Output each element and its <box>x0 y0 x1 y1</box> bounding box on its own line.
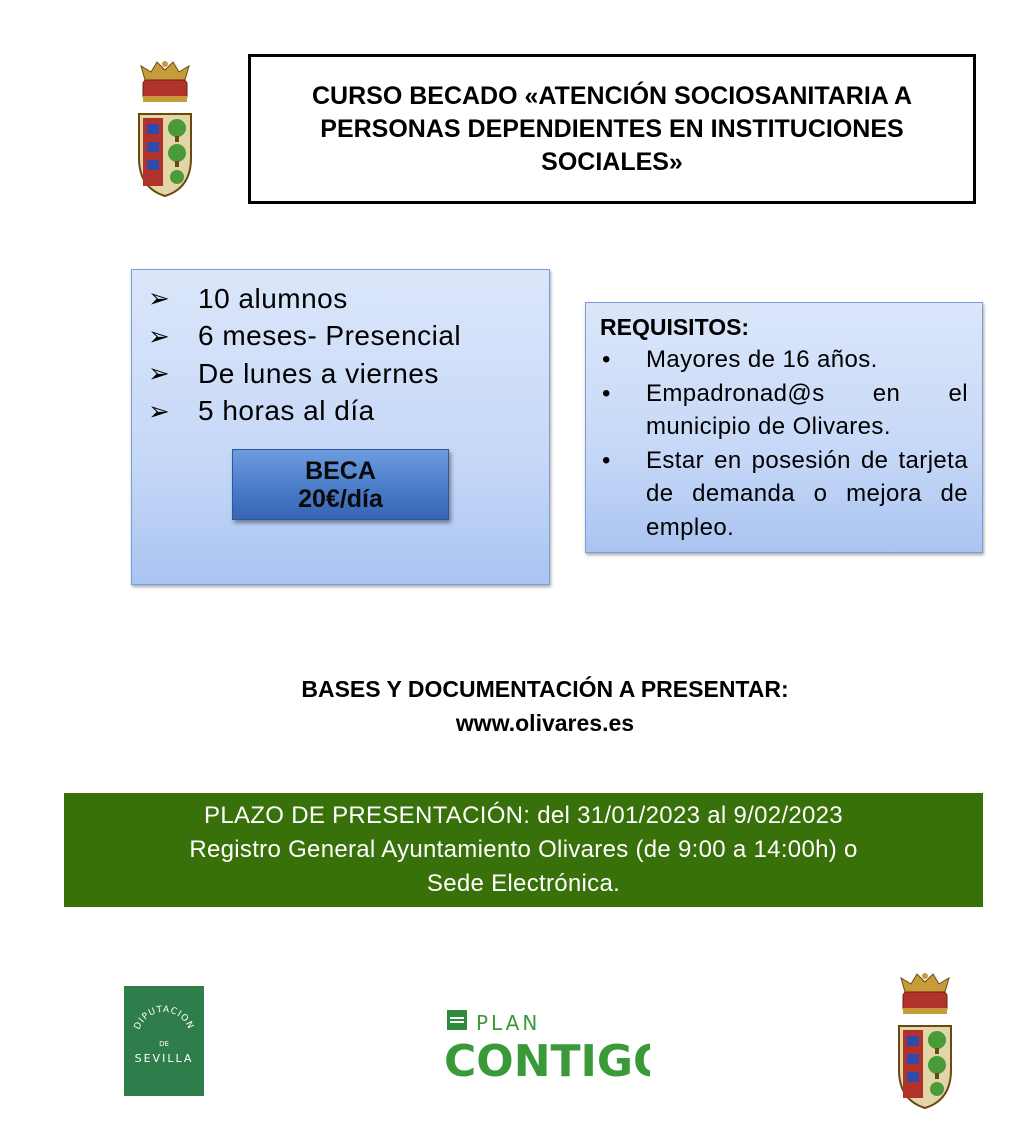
requirements-box <box>585 302 983 553</box>
beca-label: BECA <box>305 456 376 485</box>
beca-badge <box>232 449 449 520</box>
bases-heading: BASES Y DOCUMENTACIÓN A PRESENTAR: <box>301 676 789 702</box>
plan-contigo-art <box>440 1006 650 1086</box>
bullet-icon: • <box>602 446 611 474</box>
svg-text:DIPUTACION <box>133 1005 196 1032</box>
deadline-line-1: PLAZO DE PRESENTACIÓN: del 31/01/2023 al 9/02/2023 <box>204 802 843 829</box>
list-item: ➢ De lunes a viernes <box>148 357 439 389</box>
deadline-banner <box>64 793 983 907</box>
title-line-2: PERSONAS DEPENDIENTES EN INSTITUCIONES <box>320 114 904 143</box>
arrow-bullet-icon: ➢ <box>148 395 171 426</box>
deadline-line-3: Sede Electrónica. <box>426 870 621 897</box>
list-item: • Estar en posesión de tarjeta de demanda o mejora de empleo. <box>600 444 968 545</box>
course-info-list <box>132 270 549 430</box>
plan-contigo-logo <box>440 1006 650 1086</box>
arrow-bullet-icon: ➢ <box>148 320 171 351</box>
list-item: ➢ 5 horas al día <box>148 395 375 427</box>
list-item: • Mayores de 16 años. <box>600 343 968 377</box>
course-info-box <box>131 269 550 585</box>
website-link[interactable]: www.olivares.es <box>455 710 635 736</box>
contigo-text: CONTIGO <box>444 1036 650 1086</box>
title-line-3: SOCIALES» <box>541 147 683 176</box>
requirements-title: REQUISITOS: <box>600 314 750 340</box>
bullet-icon: • <box>602 346 611 373</box>
beca-amount: 20€/día <box>298 484 383 513</box>
diputacion-de-text: DE <box>159 1040 169 1048</box>
plan-text: PLAN <box>476 1011 541 1035</box>
diputacion-name-text: SEVILLA <box>134 1052 194 1065</box>
list-item: • Empadronad@s en el municipio de Olivares. <box>600 377 968 444</box>
bases-section <box>0 672 1024 740</box>
coat-of-arms-icon <box>893 970 957 1110</box>
arrow-bullet-icon: ➢ <box>148 358 171 389</box>
bullet-icon: • <box>602 379 611 407</box>
deadline-line-2: Registro General Ayuntamiento Olivares (de 9:00 a 14:00h) o <box>189 836 858 863</box>
list-item: ➢ 6 meses- Presencial <box>148 320 462 352</box>
list-item: ➢ 10 alumnos <box>148 282 348 314</box>
diputacion-sevilla-logo <box>124 986 204 1096</box>
coat-of-arms-icon <box>133 58 197 198</box>
diputacion-arc-text: DIPUTACION <box>132 1004 196 1032</box>
course-title <box>248 54 976 204</box>
title-line-1: CURSO BECADO «ATENCIÓN SOCIOSANITARIA A <box>311 81 913 110</box>
diputacion-logo-art <box>124 986 204 1096</box>
requirements-list <box>600 343 968 544</box>
arrow-bullet-icon: ➢ <box>148 283 171 314</box>
